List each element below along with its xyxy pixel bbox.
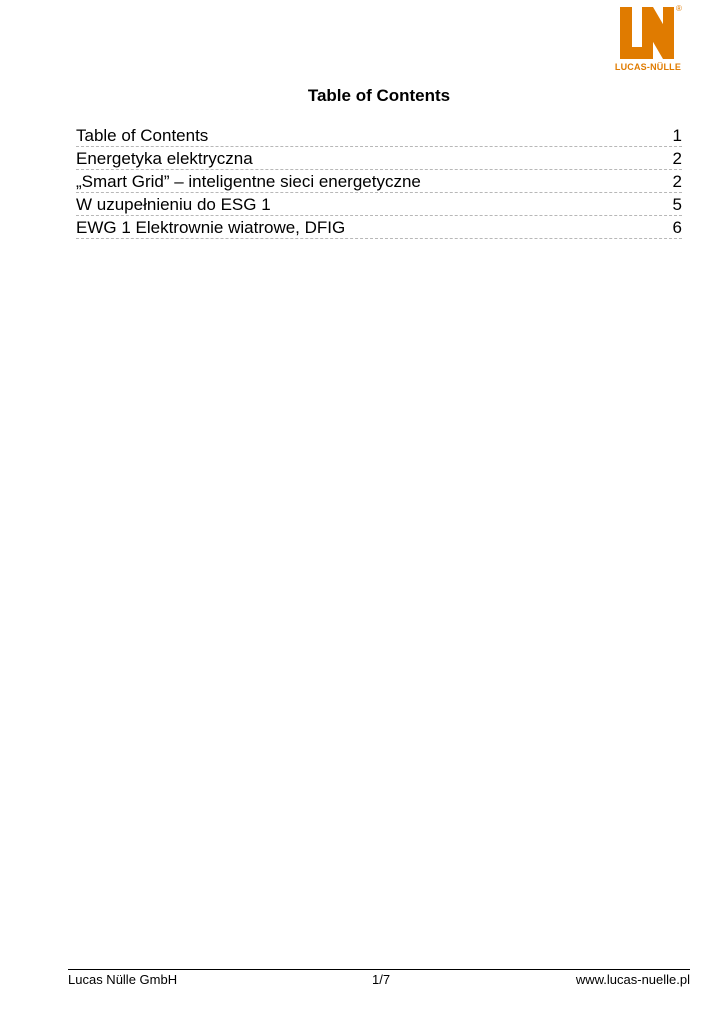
registered-mark: ® [676, 4, 682, 13]
toc-entry[interactable] [76, 193, 682, 216]
toc-entry-label: Table of Contents [76, 126, 209, 145]
toc-entry-page: 2 [672, 149, 682, 168]
footer-page-number: 1/7 [372, 972, 391, 987]
logo-text: LUCAS-NÜLLE [614, 62, 682, 72]
page-title: Table of Contents [307, 86, 451, 105]
toc-entry-label: „Smart Grid” – inteligentne sieci energetyczne [76, 172, 421, 191]
footer-divider [68, 969, 690, 970]
footer-company: Lucas Nülle GmbH [68, 972, 178, 987]
toc-entry-page: 5 [672, 195, 682, 214]
toc-entry-page: 2 [672, 172, 682, 191]
toc-entry-page: 1 [672, 126, 682, 145]
toc-entry[interactable] [76, 147, 682, 170]
toc-entry[interactable] [76, 124, 682, 147]
footer-website[interactable]: www.lucas-nuelle.pl [575, 972, 690, 987]
toc-entry-label: EWG 1 Elektrownie wiatrowe, DFIG [76, 218, 346, 237]
toc-entry-label: W uzupełnieniu do ESG 1 [76, 195, 271, 214]
table-of-contents [76, 124, 682, 239]
toc-entry-label: Energetyka elektryczna [76, 149, 253, 168]
toc-entry[interactable] [76, 216, 682, 239]
toc-entry-page: 6 [672, 218, 682, 237]
toc-entry[interactable] [76, 170, 682, 193]
